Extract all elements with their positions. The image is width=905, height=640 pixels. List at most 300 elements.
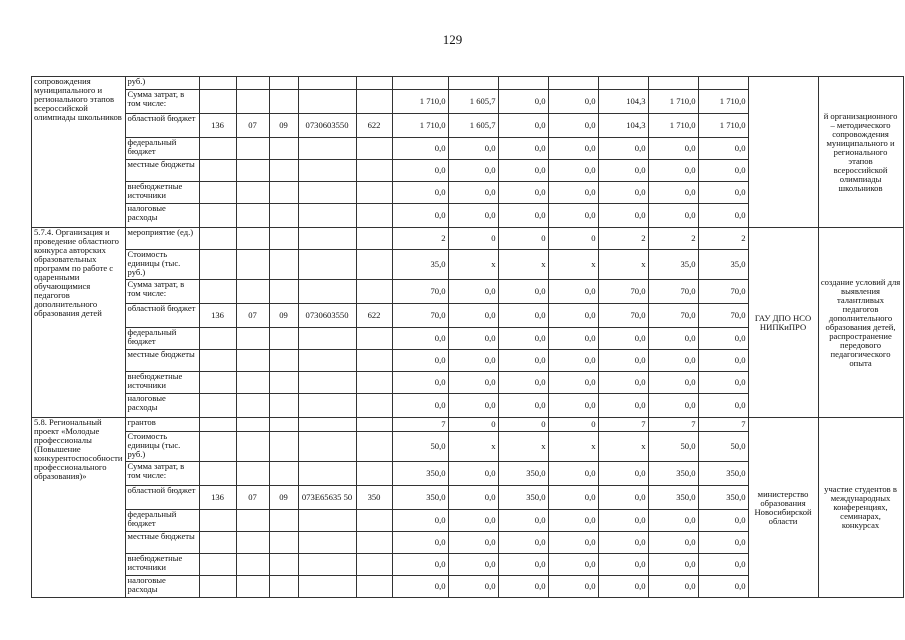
value-cell: 0,0 — [698, 350, 748, 372]
value-cell: 350,0 — [648, 486, 698, 510]
rz-cell — [236, 250, 269, 280]
table-row — [32, 228, 904, 250]
csr-cell — [298, 280, 356, 304]
value-cell: 0,0 — [392, 204, 448, 228]
rz-cell — [236, 204, 269, 228]
grbs-cell — [199, 432, 236, 462]
value-cell: 0,0 — [648, 160, 698, 182]
indicator-cell: федеральный бюджет — [125, 510, 199, 532]
vr-cell — [356, 138, 392, 160]
value-cell: 0,0 — [392, 182, 448, 204]
value-cell: 0,0 — [548, 90, 598, 114]
rz-cell — [236, 532, 269, 554]
value-cell: 0,0 — [598, 350, 648, 372]
grbs-cell — [199, 576, 236, 598]
pr-cell — [269, 228, 298, 250]
grbs-cell — [199, 372, 236, 394]
indicator-cell: Сумма затрат, в том числе: — [125, 90, 199, 114]
csr-cell — [298, 228, 356, 250]
value-cell: 0,0 — [698, 554, 748, 576]
vr-cell: 350 — [356, 486, 392, 510]
indicator-cell: Стоимость единицы (тыс. руб.) — [125, 250, 199, 280]
grbs-cell — [199, 250, 236, 280]
vr-cell: 622 — [356, 304, 392, 328]
value-cell: 0,0 — [598, 372, 648, 394]
value-cell: 35,0 — [648, 250, 698, 280]
pr-cell — [269, 462, 298, 486]
grbs-cell — [199, 90, 236, 114]
value-cell: х — [498, 250, 548, 280]
rz-cell — [236, 462, 269, 486]
csr-cell — [298, 532, 356, 554]
value-cell: 7 — [648, 418, 698, 432]
indicator-cell: областной бюджет — [125, 486, 199, 510]
value-cell: 0,0 — [498, 372, 548, 394]
value-cell: 70,0 — [392, 280, 448, 304]
value-cell: 0,0 — [648, 138, 698, 160]
value-cell: 0,0 — [498, 182, 548, 204]
value-cell: 35,0 — [698, 250, 748, 280]
value-cell: 0,0 — [598, 554, 648, 576]
value-cell: 350,0 — [498, 462, 548, 486]
pr-cell — [269, 204, 298, 228]
rz-cell — [236, 138, 269, 160]
indicator-cell: мероприятие (ед.) — [125, 228, 199, 250]
value-cell: 0,0 — [548, 280, 598, 304]
value-cell: 0,0 — [448, 486, 498, 510]
pr-cell — [269, 554, 298, 576]
value-cell: 0,0 — [648, 372, 698, 394]
vr-cell — [356, 90, 392, 114]
pr-cell — [269, 350, 298, 372]
value-cell: 0,0 — [698, 328, 748, 350]
pr-cell — [269, 394, 298, 418]
csr-cell — [298, 554, 356, 576]
result-cell: участие студентов в международных конференциях, семинарах, конкурсах — [818, 418, 903, 598]
csr-cell — [298, 576, 356, 598]
value-cell: 0,0 — [498, 114, 548, 138]
value-cell: 1 605,7 — [448, 114, 498, 138]
vr-cell — [356, 350, 392, 372]
value-cell: 50,0 — [698, 432, 748, 462]
value-cell: х — [598, 250, 648, 280]
rz-cell — [236, 576, 269, 598]
csr-cell: 073Е65635 50 — [298, 486, 356, 510]
vr-cell — [356, 250, 392, 280]
value-cell: 0,0 — [392, 394, 448, 418]
pr-cell — [269, 138, 298, 160]
pr-cell — [269, 418, 298, 432]
vr-cell — [356, 554, 392, 576]
value-cell: 0,0 — [448, 204, 498, 228]
value-cell: х — [448, 432, 498, 462]
value-cell: 1 710,0 — [392, 90, 448, 114]
vr-cell: 622 — [356, 114, 392, 138]
csr-cell — [298, 372, 356, 394]
value-cell: 350,0 — [392, 462, 448, 486]
value-cell: 0,0 — [392, 576, 448, 598]
value-cell: 0,0 — [448, 510, 498, 532]
grbs-cell — [199, 462, 236, 486]
indicator-cell: областной бюджет — [125, 304, 199, 328]
rz-cell — [236, 394, 269, 418]
indicator-cell: налоговые расходы — [125, 576, 199, 598]
indicator-cell: областной бюджет — [125, 114, 199, 138]
pr-cell — [269, 576, 298, 598]
value-cell: 0,0 — [498, 204, 548, 228]
value-cell: 0,0 — [448, 462, 498, 486]
value-cell: 0 — [548, 228, 598, 250]
value-cell: 0,0 — [548, 532, 598, 554]
value-cell: 104,3 — [598, 114, 648, 138]
rz-cell — [236, 280, 269, 304]
value-cell — [448, 77, 498, 90]
value-cell: 2 — [698, 228, 748, 250]
grbs-cell — [199, 532, 236, 554]
grbs-cell — [199, 418, 236, 432]
grbs-cell — [199, 204, 236, 228]
value-cell: 0,0 — [598, 462, 648, 486]
pr-cell — [269, 182, 298, 204]
value-cell: 350,0 — [392, 486, 448, 510]
value-cell: 0,0 — [548, 486, 598, 510]
value-cell — [498, 77, 548, 90]
value-cell: 0,0 — [648, 328, 698, 350]
value-cell: 1 710,0 — [648, 114, 698, 138]
csr-cell — [298, 510, 356, 532]
csr-cell — [298, 418, 356, 432]
value-cell: 0,0 — [448, 532, 498, 554]
executor-cell: ГАУ ДПО НСО НИПКиПРО — [748, 228, 818, 418]
rz-cell — [236, 510, 269, 532]
vr-cell — [356, 510, 392, 532]
value-cell: 0,0 — [392, 372, 448, 394]
value-cell: 1 605,7 — [448, 90, 498, 114]
rz-cell — [236, 372, 269, 394]
value-cell: 0,0 — [392, 138, 448, 160]
indicator-cell: налоговые расходы — [125, 394, 199, 418]
value-cell: 0,0 — [648, 204, 698, 228]
csr-cell — [298, 204, 356, 228]
executor-cell: министерство образования Новосибирской области — [748, 418, 818, 598]
csr-cell — [298, 350, 356, 372]
value-cell: 0,0 — [498, 510, 548, 532]
value-cell: 0,0 — [598, 576, 648, 598]
grbs-cell: 136 — [199, 114, 236, 138]
value-cell — [392, 77, 448, 90]
value-cell: 0,0 — [598, 182, 648, 204]
value-cell: 104,3 — [598, 90, 648, 114]
value-cell: 70,0 — [598, 280, 648, 304]
value-cell: 0,0 — [598, 328, 648, 350]
csr-cell — [298, 462, 356, 486]
value-cell: 0,0 — [498, 160, 548, 182]
grbs-cell — [199, 328, 236, 350]
pr-cell — [269, 90, 298, 114]
csr-cell — [298, 138, 356, 160]
value-cell: 0,0 — [548, 304, 598, 328]
value-cell: 70,0 — [698, 304, 748, 328]
value-cell: 70,0 — [392, 304, 448, 328]
indicator-cell: Сумма затрат, в том числе: — [125, 280, 199, 304]
result-cell: создание условий для выявления талантливых педагогов дополнительного образования детей, распространение передового педагогического опыта — [818, 228, 903, 418]
measure-name-cell: сопровождения муниципального и регионального этапов всероссийской олимпиады школьников — [32, 77, 126, 228]
value-cell: 0,0 — [498, 280, 548, 304]
value-cell: 0,0 — [548, 510, 598, 532]
rz-cell — [236, 228, 269, 250]
value-cell: 0,0 — [648, 394, 698, 418]
value-cell: 0 — [548, 418, 598, 432]
csr-cell — [298, 394, 356, 418]
value-cell: 0,0 — [498, 576, 548, 598]
value-cell: 0,0 — [548, 328, 598, 350]
value-cell: 70,0 — [648, 280, 698, 304]
vr-cell — [356, 394, 392, 418]
rz-cell — [236, 328, 269, 350]
value-cell: 0,0 — [448, 304, 498, 328]
value-cell: 0,0 — [392, 532, 448, 554]
value-cell: 0,0 — [698, 204, 748, 228]
pr-cell — [269, 432, 298, 462]
grbs-cell — [199, 350, 236, 372]
value-cell: 0,0 — [498, 90, 548, 114]
indicator-cell: грантов — [125, 418, 199, 432]
indicator-cell: внебюджетные источники — [125, 182, 199, 204]
executor-cell — [748, 77, 818, 228]
value-cell: 0 — [448, 418, 498, 432]
value-cell: 0,0 — [448, 328, 498, 350]
value-cell: 0,0 — [548, 204, 598, 228]
value-cell: 0,0 — [548, 372, 598, 394]
value-cell: 0,0 — [498, 554, 548, 576]
value-cell: 2 — [648, 228, 698, 250]
value-cell: 50,0 — [648, 432, 698, 462]
value-cell: 0,0 — [448, 138, 498, 160]
value-cell: 0,0 — [598, 394, 648, 418]
value-cell: 0,0 — [548, 160, 598, 182]
value-cell: 0,0 — [598, 160, 648, 182]
value-cell: 0,0 — [548, 114, 598, 138]
value-cell: 0,0 — [648, 510, 698, 532]
value-cell: 0,0 — [548, 350, 598, 372]
value-cell: 0,0 — [548, 462, 598, 486]
value-cell: 0,0 — [498, 138, 548, 160]
value-cell: 0,0 — [698, 160, 748, 182]
measure-name-cell: 5.7.4. Организация и проведение областного конкурса авторских образовательных программ по работе с одаренными обучающимися педагогов дополнительного образования детей — [32, 228, 126, 418]
vr-cell — [356, 280, 392, 304]
csr-cell — [298, 90, 356, 114]
value-cell: 0,0 — [698, 576, 748, 598]
vr-cell — [356, 77, 392, 90]
value-cell: 0,0 — [698, 182, 748, 204]
value-cell: х — [548, 432, 598, 462]
value-cell: 0,0 — [498, 532, 548, 554]
value-cell: 0,0 — [498, 394, 548, 418]
pr-cell — [269, 510, 298, 532]
vr-cell — [356, 372, 392, 394]
vr-cell — [356, 532, 392, 554]
indicator-cell: внебюджетные источники — [125, 554, 199, 576]
pr-cell — [269, 160, 298, 182]
value-cell: 0,0 — [448, 160, 498, 182]
indicator-cell: внебюджетные источники — [125, 372, 199, 394]
vr-cell — [356, 328, 392, 350]
pr-cell: 09 — [269, 114, 298, 138]
rz-cell: 07 — [236, 114, 269, 138]
pr-cell — [269, 372, 298, 394]
value-cell: 7 — [598, 418, 648, 432]
value-cell: 0,0 — [648, 554, 698, 576]
budget-table — [31, 76, 904, 598]
indicator-cell: местные бюджеты — [125, 532, 199, 554]
vr-cell — [356, 204, 392, 228]
page-number: 129 — [442, 32, 463, 47]
indicator-cell: Стоимость единицы (тыс. руб.) — [125, 432, 199, 462]
measure-name-cell: 5.8. Региональный проект «Молодые профессионалы (Повышение конкурентоспособности профессионального образования)» — [32, 418, 126, 598]
value-cell: 0,0 — [648, 532, 698, 554]
value-cell: 1 710,0 — [698, 90, 748, 114]
csr-cell — [298, 432, 356, 462]
grbs-cell — [199, 280, 236, 304]
rz-cell — [236, 160, 269, 182]
csr-cell — [298, 250, 356, 280]
indicator-cell: федеральный бюджет — [125, 138, 199, 160]
vr-cell — [356, 462, 392, 486]
value-cell: 350,0 — [498, 486, 548, 510]
value-cell: 0,0 — [548, 576, 598, 598]
value-cell: 0,0 — [698, 394, 748, 418]
value-cell: 0,0 — [598, 510, 648, 532]
rz-cell — [236, 350, 269, 372]
value-cell: х — [498, 432, 548, 462]
csr-cell: 0730603550 — [298, 304, 356, 328]
value-cell: 7 — [698, 418, 748, 432]
value-cell: 1 710,0 — [648, 90, 698, 114]
rz-cell — [236, 90, 269, 114]
rz-cell — [236, 182, 269, 204]
grbs-cell: 136 — [199, 304, 236, 328]
value-cell: 0,0 — [698, 532, 748, 554]
value-cell: 70,0 — [648, 304, 698, 328]
csr-cell — [298, 77, 356, 90]
value-cell: 0,0 — [648, 350, 698, 372]
csr-cell: 0730603550 — [298, 114, 356, 138]
indicator-cell: руб.) — [125, 77, 199, 90]
rz-cell — [236, 554, 269, 576]
csr-cell — [298, 160, 356, 182]
value-cell: 0,0 — [548, 554, 598, 576]
indicator-cell: местные бюджеты — [125, 160, 199, 182]
value-cell: 0,0 — [548, 138, 598, 160]
grbs-cell — [199, 160, 236, 182]
pr-cell — [269, 77, 298, 90]
value-cell: 0,0 — [648, 182, 698, 204]
value-cell: 2 — [598, 228, 648, 250]
value-cell: 0 — [498, 228, 548, 250]
value-cell: 0,0 — [498, 350, 548, 372]
value-cell: 350,0 — [698, 462, 748, 486]
value-cell: 0,0 — [698, 510, 748, 532]
value-cell: 0,0 — [598, 532, 648, 554]
pr-cell: 09 — [269, 486, 298, 510]
indicator-cell: местные бюджеты — [125, 350, 199, 372]
pr-cell — [269, 280, 298, 304]
value-cell: 0,0 — [448, 394, 498, 418]
value-cell: х — [548, 250, 598, 280]
value-cell: 0,0 — [392, 350, 448, 372]
vr-cell — [356, 576, 392, 598]
rz-cell — [236, 432, 269, 462]
vr-cell — [356, 182, 392, 204]
grbs-cell — [199, 394, 236, 418]
value-cell: 0 — [448, 228, 498, 250]
pr-cell — [269, 532, 298, 554]
grbs-cell — [199, 510, 236, 532]
table-row — [32, 418, 904, 432]
indicator-cell: федеральный бюджет — [125, 328, 199, 350]
grbs-cell: 136 — [199, 486, 236, 510]
pr-cell: 09 — [269, 304, 298, 328]
rz-cell: 07 — [236, 486, 269, 510]
grbs-cell — [199, 77, 236, 90]
vr-cell — [356, 160, 392, 182]
vr-cell — [356, 228, 392, 250]
value-cell: 7 — [392, 418, 448, 432]
csr-cell — [298, 182, 356, 204]
result-cell: й организационного – методического сопровождения муниципального и регионального этапов всероссийской олимпиады школьников — [818, 77, 903, 228]
pr-cell — [269, 328, 298, 350]
value-cell: 0,0 — [548, 394, 598, 418]
value-cell: 0,0 — [392, 328, 448, 350]
value-cell — [598, 77, 648, 90]
pr-cell — [269, 250, 298, 280]
value-cell — [548, 77, 598, 90]
value-cell — [698, 77, 748, 90]
value-cell: 0 — [498, 418, 548, 432]
value-cell: 0,0 — [392, 510, 448, 532]
rz-cell — [236, 418, 269, 432]
value-cell: 0,0 — [448, 554, 498, 576]
value-cell: 0,0 — [598, 204, 648, 228]
value-cell: 0,0 — [498, 328, 548, 350]
vr-cell — [356, 432, 392, 462]
value-cell: 1 710,0 — [392, 114, 448, 138]
rz-cell: 07 — [236, 304, 269, 328]
rz-cell — [236, 77, 269, 90]
value-cell: 0,0 — [392, 554, 448, 576]
value-cell — [648, 77, 698, 90]
indicator-cell: Сумма затрат, в том числе: — [125, 462, 199, 486]
grbs-cell — [199, 554, 236, 576]
table-row — [32, 77, 904, 90]
value-cell: 1 710,0 — [698, 114, 748, 138]
value-cell: 350,0 — [698, 486, 748, 510]
value-cell: 70,0 — [598, 304, 648, 328]
value-cell: 2 — [392, 228, 448, 250]
value-cell: 0,0 — [698, 372, 748, 394]
value-cell: 0,0 — [648, 576, 698, 598]
value-cell: 35,0 — [392, 250, 448, 280]
value-cell: 0,0 — [448, 182, 498, 204]
grbs-cell — [199, 228, 236, 250]
csr-cell — [298, 328, 356, 350]
value-cell: 70,0 — [698, 280, 748, 304]
value-cell: х — [448, 250, 498, 280]
value-cell: 0,0 — [448, 576, 498, 598]
value-cell: 0,0 — [448, 350, 498, 372]
value-cell: 0,0 — [548, 182, 598, 204]
value-cell: 0,0 — [392, 160, 448, 182]
